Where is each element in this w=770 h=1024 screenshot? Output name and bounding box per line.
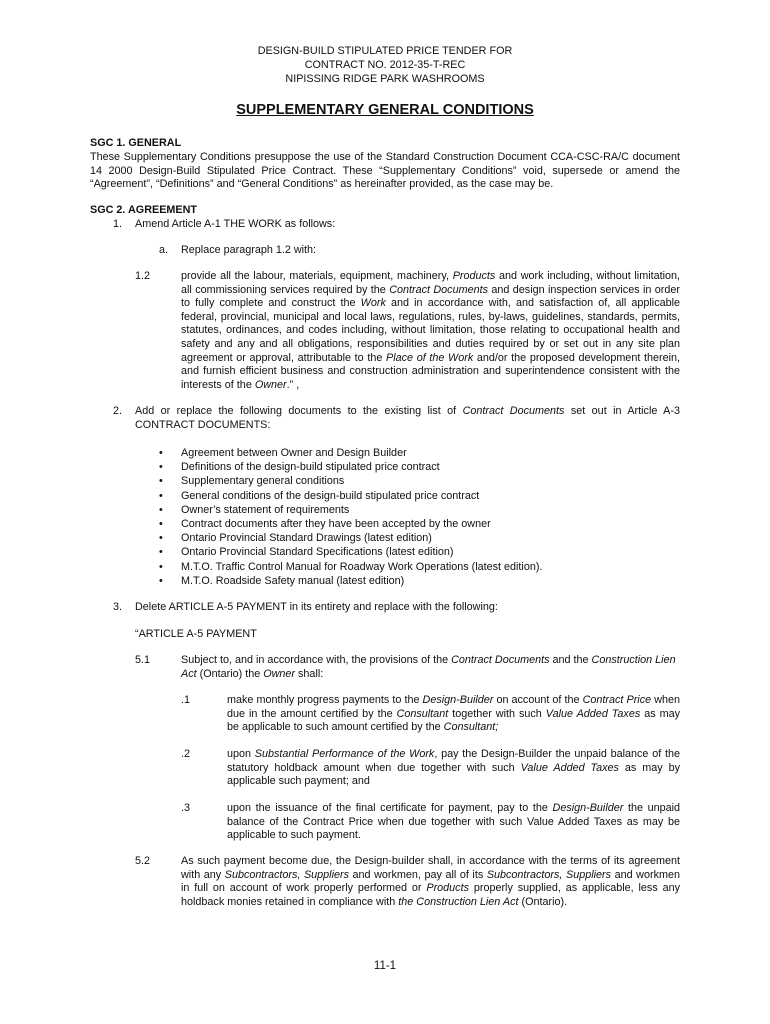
document-list-label: General conditions of the design-build stipulated price contract <box>181 489 480 502</box>
item1a-number: a. <box>159 244 169 256</box>
subparagraph-1-number: .1 <box>181 694 191 706</box>
article-a5-heading: “ARTICLE A-5 PAYMENT <box>135 628 257 640</box>
paragraph-1-2-text: provide all the labour, materials, equipment, machinery, Products and work including, without limitation, all commissioning services required by the Contract Documents and design inspection services in order to fully complete and construct the Work and in accordance with, and satisfaction of, all applicable federal, provincial, municipal and local laws, regulations, rules, by-laws, guidelines, standards, permits, statutes, ordinances, and codes including, without limitation, those relating to occupational health and safety and any and all obligations, responsibilities and duties required by or set out in any site plan agreement or approval, attributable to the Place of the Work and/or the proposed development therein, and furnish efficient business and construction administration and superintendence consistent with the interests of the Owner.” , <box>181 270 681 391</box>
item2-number: 2. <box>113 405 123 417</box>
document-list-item <box>159 460 542 474</box>
bullet-icon: • <box>159 532 163 545</box>
paragraph-5-2-text: As such payment become due, the Design-builder shall, in accordance with the terms of its agreement with any Subcontractors, Suppliers and workmen, pay all of its Subcontractors, Suppliers and workmen in full on account of work properly performed or Products properly supplied, as applicable, less any holdback monies retained in compliance with the Construction Lien Act (Ontario). <box>181 855 680 908</box>
document-list-label: Supplementary general conditions <box>181 475 345 488</box>
item1a-text: Replace paragraph 1.2 with: <box>181 244 317 256</box>
document-list-item <box>159 545 542 559</box>
bullet-icon: • <box>159 560 163 573</box>
page-title: SUPPLEMENTARY GENERAL CONDITIONS <box>236 102 534 118</box>
sgc1-heading: SGC 1. GENERAL <box>90 137 182 149</box>
document-list-label: Ontario Provincial Standard Drawings (latest edition) <box>181 532 432 545</box>
subparagraph-3-text: upon the issuance of the final certificate for payment, pay to the Design-Builder the unpaid balance of the Contract Price when due together with such Value Added Taxes as may be applicable to such payment. <box>227 802 680 842</box>
header-line-2: CONTRACT NO. 2012-35-T-REC <box>304 59 466 71</box>
header-line-3: NIPISSING RIDGE PARK WASHROOMS <box>285 73 485 85</box>
bullet-icon: • <box>159 489 163 502</box>
page-number: 11-1 <box>373 960 397 972</box>
paragraph-5-2-number: 5.2 <box>135 855 151 867</box>
item3-text: Delete ARTICLE A-5 PAYMENT in its entirety and replace with the following: <box>135 601 498 613</box>
subparagraph-1-text: make monthly progress payments to the Design-Builder on account of the Contract Price when due in the amount certified by the Consultant together with such Value Added Taxes as may be applicable to such amount certified by the Consultant; <box>227 694 681 734</box>
item3-number: 3. <box>113 601 123 613</box>
document-list-item <box>159 503 542 517</box>
document-list-label: Contract documents after they have been accepted by the owner <box>181 517 491 530</box>
document-list-item <box>159 517 542 531</box>
bullet-icon: • <box>159 503 163 516</box>
bullet-icon: • <box>159 546 163 559</box>
document-list-label: Agreement between Owner and Design Builder <box>181 447 407 459</box>
subparagraph-3-number: .3 <box>181 802 191 814</box>
header-line-1: DESIGN-BUILD STIPULATED PRICE TENDER FOR <box>257 45 513 57</box>
bullet-icon: • <box>159 475 163 488</box>
paragraph-1-2-number: 1.2 <box>135 270 151 282</box>
document-list-label: Owner’s statement of requirements <box>181 503 350 516</box>
document-list-item <box>159 446 542 460</box>
item2-text: Add or replace the following documents to the existing list of Contract Documents set out in Article A-3 CONTRACT DOCUMENTS: <box>135 405 680 431</box>
item1-text: Amend Article A-1 THE WORK as follows: <box>135 218 336 230</box>
document-list-item <box>159 574 542 588</box>
document-list-label: M.T.O. Roadside Safety manual (latest edition) <box>181 574 405 587</box>
document-list-item <box>159 474 542 488</box>
document-list-label: Ontario Provincial Standard Specifications (latest edition) <box>181 546 454 559</box>
item1-number: 1. <box>113 218 123 230</box>
paragraph-5-1-number: 5.1 <box>135 654 151 666</box>
sgc1-body: These Supplementary Conditions presuppose the use of the Standard Construction Document CCA-CSC-RA/C document 14 2000 Design-Build Stipulated Price Contract. These “Supplementary Conditions” void, supersede or amend the “Agreement”, “Definitions” and “General Conditions” as hereinafter provided, as the case may be. <box>90 151 680 191</box>
document-list-label: Definitions of the design-build stipulated price contract <box>181 461 440 474</box>
document-list-label: M.T.O. Traffic Control Manual for Roadway Work Operations (latest edition). <box>181 560 543 573</box>
bullet-icon: • <box>159 517 163 530</box>
bullet-icon: • <box>159 461 163 474</box>
bullet-icon: • <box>159 574 163 587</box>
bullet-icon: • <box>159 447 163 459</box>
contract-documents-list <box>159 446 542 588</box>
sgc2-heading: SGC 2. AGREEMENT <box>90 204 197 216</box>
subparagraph-2-text: upon Substantial Performance of the Work, pay the Design-Builder the unpaid balance of the statutory holdback amount when due together with such Value Added Taxes as may by applicable such payment; and <box>227 748 680 788</box>
document-list-item <box>159 560 542 574</box>
subparagraph-2-number: .2 <box>181 748 191 760</box>
document-list-item <box>159 489 542 503</box>
document-list-item <box>159 531 542 545</box>
paragraph-5-1-text: Subject to, and in accordance with, the provisions of the Contract Documents and the Construction Lien Act (Ontario) the Owner shall: <box>181 654 676 680</box>
